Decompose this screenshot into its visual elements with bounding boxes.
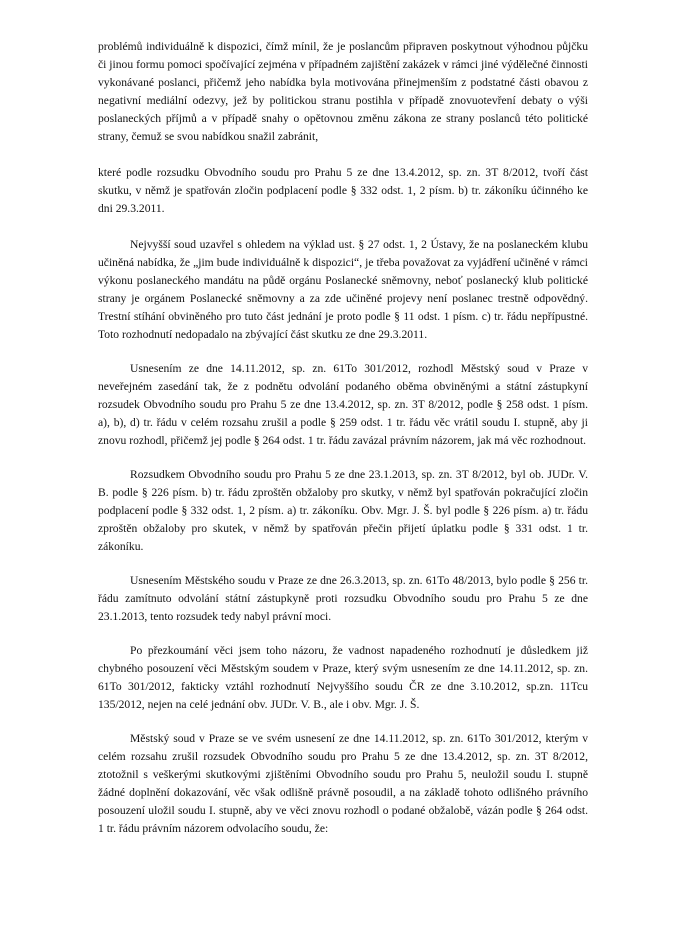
paragraph-supreme-court: Nejvyšší soud uzavřel s ohledem na výklad ust. § 27 odst. 1, 2 Ústavy, že na poslaneckém klubu učiněná nabídka, že „jim bude individuálně k dispozici“, je třeba považovat za vyjádření učiněné v rámci výkonu poslaneckého mandátu na půdě orgánu Poslanecké sněmovny, neboť poslanecký klub politické strany je orgánem Poslanecké sněmovny a za zde učiněné projevy není poslanec trestně odpovědný. Trestní stíhání obviněného pro tuto část jednání je proto podle § 11 odst. 1 písm. c) tr. řádu nepřípustné. Toto rozhodnutí nedopadalo na zbývající část skutku ze dne 29.3.2011. xyxy=(98,238,588,341)
paragraph-judgment-part: které podle rozsudku Obvodního soudu pro Prahu 5 ze dne 13.4.2012, sp. zn. 3T 8/2012, tvoří část skutku, v němž je spatřován zločin podplacení podle § 332 odst. 1, 2 písm. b) tr. zákoníku účinného ke dni 29.3.2011. xyxy=(98,166,588,215)
paragraph-resolution-2013: Usnesením Městského soudu v Praze ze dne 26.3.2013, sp. zn. 61To 48/2013, bylo podle § 256 tr. řádu zamítnuto odvolání státní zástupkyně proti rozsudku Obvodního soudu pro Prahu 5 ze dne 23.1.2013, tento rozsudek tedy nabyl právní moci. xyxy=(98,574,588,623)
paragraph-continuation: problémů individuálně k dispozici, čímž mínil, že je poslancům připraven poskytnout výhodnou půjčku či jinou formu pomoci spočívající zejména v případném zajištění zakázek v rámci jiné výdělečné činnosti vykonávané poslanci, přičemž jeho nabídka byla motivována přinejmenším z podstatné části obavou z negativní mediální odezvy, jež by politickou stranu postihla v případě znovuotevření debaty o výši poslaneckých příjmů a v případě snahy o opětovnou změnu zákona ze strany poslanců této politické strany, čemuž se svou nabídkou snažil zabránit, xyxy=(98,40,588,143)
document-page xyxy=(98,38,588,838)
paragraph-review-opinion: Po přezkoumání věci jsem toho názoru, že vadnost napadeného rozhodnutí je důsledkem již chybného posouzení věci Městským soudem v Praze, který svým usnesením ze dne 14.11.2012, sp. zn. 61To 301/2012, fakticky vztáhl rozhodnutí Nejvyššího soudu ČR ze dne 3.10.2012, sp.zn. 11Tcu 135/2012, nejen na celé jednání obv. JUDr. V. B., ale i obv. Mgr. J. Š. xyxy=(98,644,588,711)
paragraph-city-court: Městský soud v Praze se ve svém usnesení ze dne 14.11.2012, sp. zn. 61To 301/2012, kterým v celém rozsahu zrušil rozsudek Obvodního soudu pro Prahu 5 ze dne 13.4.2012, sp. zn. 3T 8/2012, ztotožnil s veškerými skutkovými zjištěními Obvodního soudu pro Prahu 5, neuložil soudu I. stupně žádné doplnění dokazování, věc však odlišně právně posoudil, a na základě tohoto odlišného právního posouzení uložil soudu I. stupně, aby ve věci znovu rozhodl o podané obžalobě, vázán podle § 264 odst. 1 tr. řádu právním názorem odvolacího soudu, že: xyxy=(98,732,588,835)
paragraph-judgment-2013: Rozsudkem Obvodního soudu pro Prahu 5 ze dne 23.1.2013, sp. zn. 3T 8/2012, byl ob. JUDr. V. B. podle § 226 písm. b) tr. řádu zproštěn obžaloby pro skutky, v němž byl spatřován pokračující zločin podplacení podle § 332 odst. 1, 2 písm. a) tr. zákoníku. Obv. Mgr. J. Š. byl podle § 226 písm. a) tr. řádu zproštěn obžaloby pro skutek, v němž by spatřován přečin přijetí úplatku podle § 331 odst. 1 tr. zákoníku. xyxy=(98,468,588,553)
paragraph-resolution-2012: Usnesením ze dne 14.11.2012, sp. zn. 61To 301/2012, rozhodl Městský soud v Praze v neveřejném zasedání tak, že z podnětu odvolání podaného oběma obviněnými a státní zástupkyní rozsudek Obvodního soudu pro Prahu 5 ze dne 13.4.2012, sp. zn. 3T 8/2012, podle § 258 odst. 1 písm. a), b), d) tr. řádu v celém rozsahu zrušil a podle § 259 odst. 1 tr. řádu věc vrátil soudu I. stupně, aby ji znovu rozhodl, přičemž jej podle § 264 odst. 1 tr. řádu zavázal právním názorem, jak má věc rozhodnout. xyxy=(98,362,588,447)
